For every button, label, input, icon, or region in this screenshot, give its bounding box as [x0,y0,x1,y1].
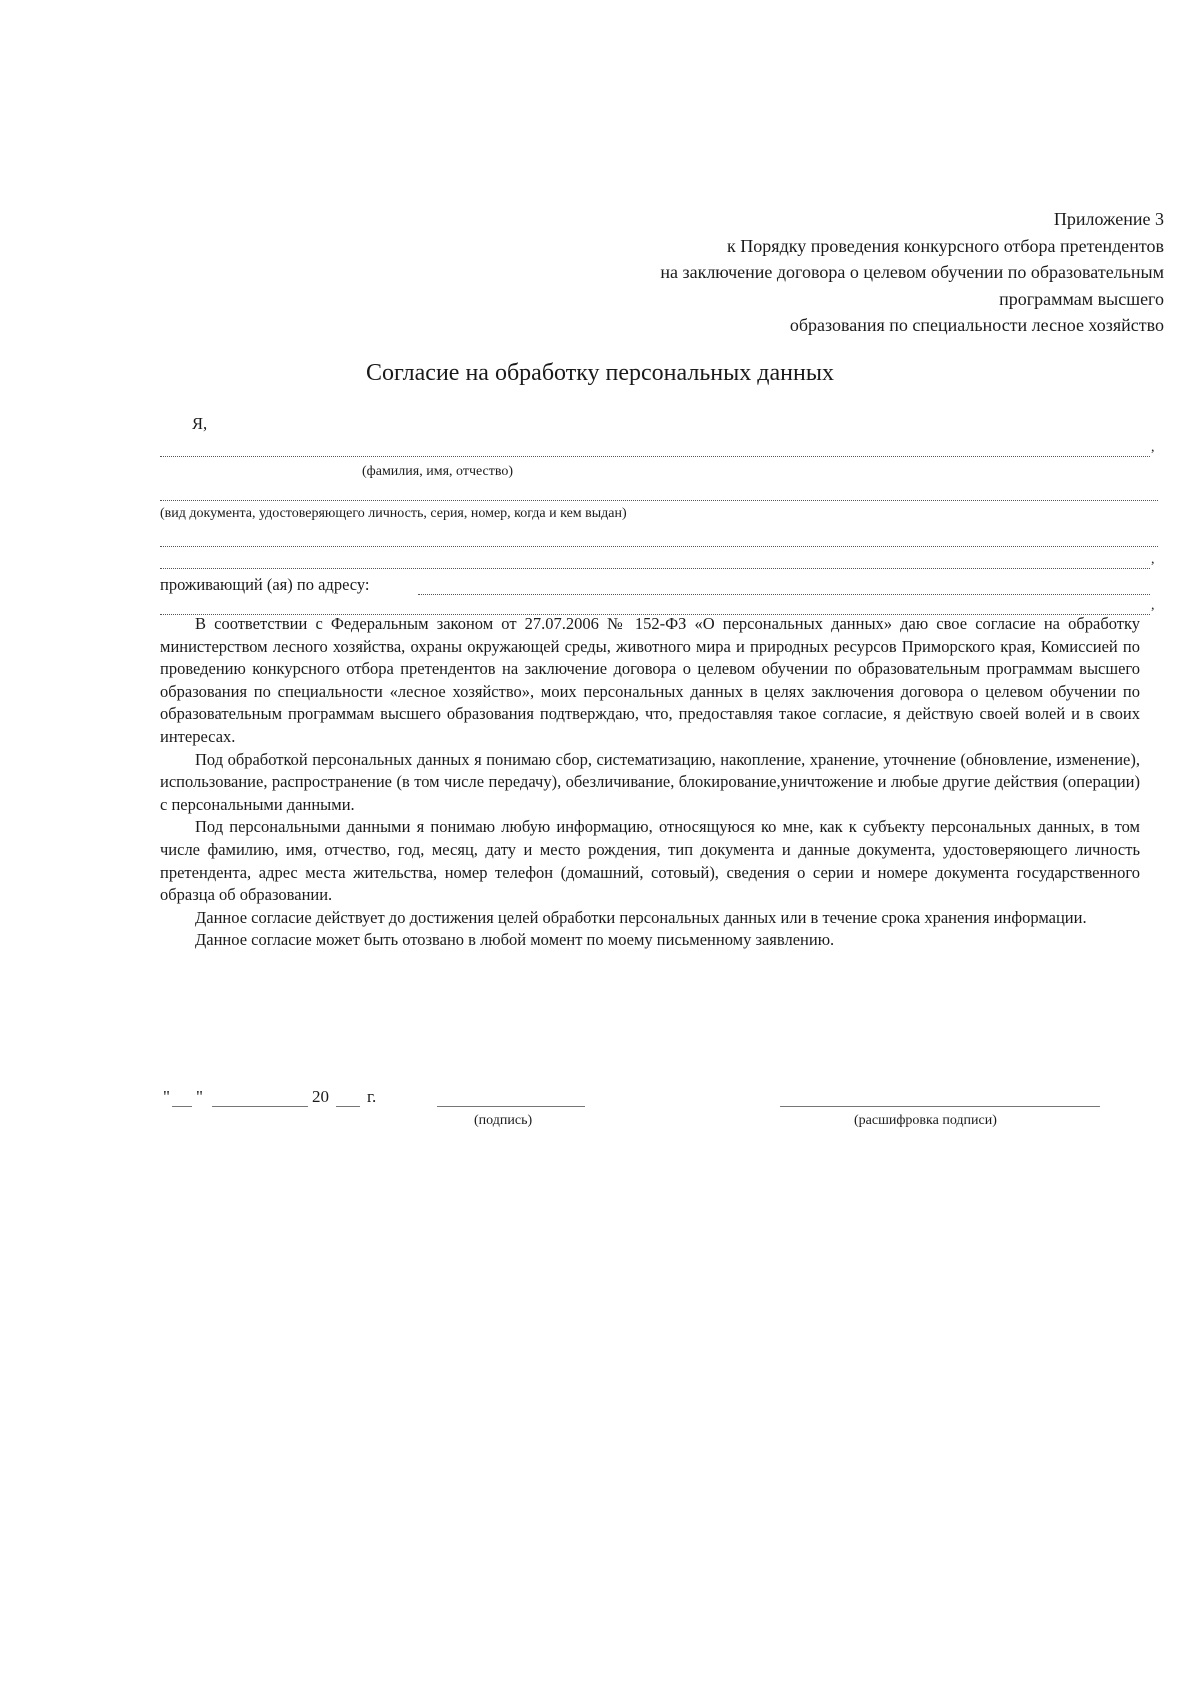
consent-body [160,613,1140,952]
consent-paragraph: Под обработкой персональных данных я понимаю сбор, систематизацию, накопление, хранение, уточнение (обновление, изменение), использование, распространение (в том числе передачу), обезличивание, блокирование,уничтожение и любые другие действия (операции) с персональными данными. [160,749,1140,814]
pronoun-label: Я, [192,414,208,433]
comma: , [1151,598,1155,613]
id-document-input-line-2[interactable] [160,546,1158,547]
date-open-quote: " [163,1087,170,1106]
address-label: проживающий (ая) по адресу: [160,575,370,594]
signature-decoding-caption: (расшифровка подписи) [854,1113,997,1128]
date-year-prefix: 20 [312,1087,329,1106]
appendix-line: на заключение договора о целевом обучении по образовательным [660,262,1164,282]
address-input-line[interactable] [418,594,1150,595]
appendix-line: образования по специальности лесное хозяйство [789,315,1164,335]
appendix-line: программам высшего [999,288,1164,309]
appendix-line: к Порядку проведения конкурсного отбора претендентов [727,235,1164,256]
consent-paragraph: Данное согласие действует до достижения целей обработки персональных данных или в течение срока хранения информации. [195,907,1087,927]
appendix-header [524,206,1164,339]
signature-decoding-line[interactable] [780,1106,1100,1107]
fio-input-line[interactable] [160,456,1150,457]
date-year-line[interactable] [336,1106,360,1107]
comma: , [1151,440,1155,455]
id-document-caption: (вид документа, удостоверяющего личность, серия, номер, когда и кем выдан) [160,506,627,521]
id-document-input-line[interactable] [160,500,1158,501]
date-day-line[interactable] [172,1106,192,1107]
appendix-line: Приложение 3 [1053,209,1164,229]
document-title: Согласие на обработку персональных данных [366,360,834,386]
consent-paragraph: В соответствии с Федеральным законом от 27.07.2006 № 152-ФЗ «О персональных данных» даю свое согласие на обработку министерством лесного хозяйства, охраны окружающей среды, животного мира и природных ресурсов Приморского края, Комиссией по проведению конкурсного отбора претендентов на заключение договора о целевом обучении по образовательным программам высшего образования по специальности «лесное хозяйство», моих персональных данных в целях заключения договора о целевом обучении по образовательным программам высшего образования подтверждаю, что, предоставляя такое согласие, я действую своей волей и в своих интересах. [160,614,1140,746]
date-close-quote: " [196,1087,203,1106]
id-document-input-line-3[interactable] [160,568,1150,569]
fio-caption: (фамилия, имя, отчество) [362,464,514,479]
date-year-suffix: г. [367,1087,377,1106]
date-month-line[interactable] [212,1106,308,1107]
signature-line[interactable] [437,1106,585,1107]
signature-caption: (подпись) [474,1113,533,1128]
consent-paragraph: Под персональными данными я понимаю любую информацию, относящуюся ко мне, как к субъекту персональных данных, в том числе фамилию, имя, отчество, год, месяц, дату и место рождения, тип документа и данные документа, удостоверяющего личность претендента, адрес места жительства, номер телефон (домашний, сотовый), сведения о серии и номере документа государственного образца об образовании. [160,817,1140,905]
consent-paragraph: Данное согласие может быть отозвано в любой момент по моему письменному заявлению. [195,930,835,950]
comma: , [1151,552,1155,567]
